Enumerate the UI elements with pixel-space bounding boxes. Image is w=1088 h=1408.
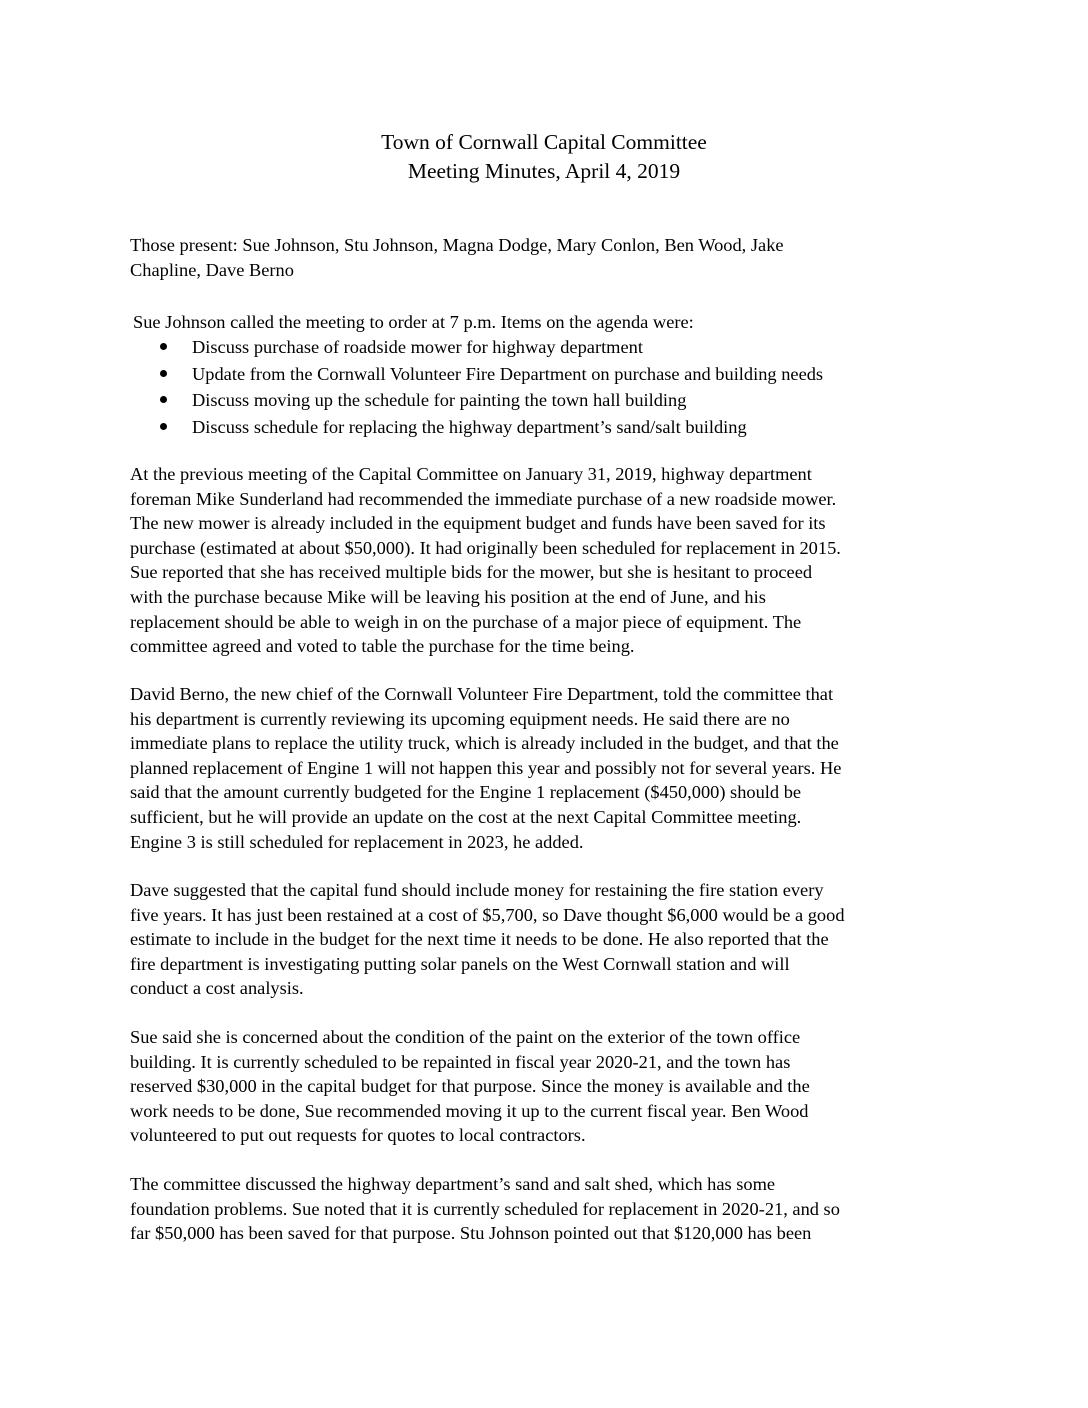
text-line: five years. It has just been restained at a cost of $5,700, so Dave thought $6,000 would be a good	[130, 904, 845, 925]
text-line: committee agreed and voted to table the purchase for the time being.	[130, 636, 635, 657]
text-line: At the previous meeting of the Capital Committee on January 31, 2019, highway department	[130, 464, 812, 484]
agenda-item-text: Update from the Cornwall Volunteer Fire Department on purchase and building needs	[192, 363, 824, 384]
text-line: reserved $30,000 in the capital budget for that purpose. Since the money is available and the	[130, 1076, 810, 1097]
document-title	[0, 128, 1088, 186]
bullet-icon	[160, 343, 167, 350]
bullet-icon	[160, 396, 167, 403]
paragraph-fire-station	[130, 878, 990, 1001]
paragraph-salt-shed	[130, 1172, 990, 1246]
text-line: planned replacement of Engine 1 will not happen this year and possibly not for several years. He	[130, 757, 842, 778]
text-line: foundation problems. Sue noted that it is currently scheduled for replacement in 2020-21, and so	[130, 1198, 840, 1219]
agenda-item-text: Discuss purchase of roadside mower for highway department	[192, 337, 643, 357]
text-line: his department is currently reviewing its upcoming equipment needs. He said there are no	[130, 708, 790, 729]
agenda-item	[160, 414, 823, 441]
paragraph-mower	[130, 462, 990, 659]
text-line: Sue reported that she has received multiple bids for the mower, but she is hesitant to proceed	[130, 562, 813, 583]
text-line: replacement should be able to weigh in on the purchase of a major piece of equipment. The	[130, 611, 802, 632]
agenda-list	[160, 334, 823, 440]
text-line: immediate plans to replace the utility truck, which is already included in the budget, and that the	[130, 733, 839, 754]
text-line: said that the amount currently budgeted for the Engine 1 replacement ($450,000) should be	[130, 782, 802, 803]
text-line: Dave suggested that the capital fund should include money for restaining the fire station every	[130, 880, 824, 900]
bullet-icon	[160, 423, 167, 430]
paragraph-town-office	[130, 1025, 990, 1148]
text-line: estimate to include in the budget for the next time it needs to be done. He also reported that the	[130, 929, 829, 950]
text-line: volunteered to put out requests for quotes to local contractors.	[130, 1125, 586, 1146]
text-line: far $50,000 has been saved for that purpose. Stu Johnson pointed out that $120,000 has been	[130, 1223, 812, 1244]
text-line: Sue said she is concerned about the condition of the paint on the exterior of the town office	[130, 1027, 801, 1047]
text-line: Chapline, Dave Berno	[130, 259, 294, 280]
text-line: sufficient, but he will provide an update on the cost at the next Capital Committee meeting.	[130, 806, 802, 827]
agenda-item-text: Discuss schedule for replacing the highway department’s sand/salt building	[192, 416, 747, 437]
agenda-item	[160, 361, 823, 388]
text-line: with the purchase because Mike will be leaving his position at the end of June, and his	[130, 586, 766, 607]
title-line-1: Town of Cornwall Capital Committee	[381, 130, 707, 154]
text-line: David Berno, the new chief of the Cornwall Volunteer Fire Department, told the committee that	[130, 684, 834, 704]
text-line: fire department is investigating putting solar panels on the West Cornwall station and will	[130, 953, 790, 974]
agenda-item-text: Discuss moving up the schedule for painting the town hall building	[192, 390, 687, 410]
title-line-2: Meeting Minutes, April 4, 2019	[407, 159, 681, 183]
bullet-icon	[160, 370, 167, 377]
agenda-item	[160, 387, 823, 414]
text-line: conduct a cost analysis.	[130, 978, 304, 999]
paragraph-fire-department	[130, 682, 990, 854]
text-line: purchase (estimated at about $50,000). It had originally been scheduled for replacement in 2015.	[130, 537, 841, 558]
text-line: The committee discussed the highway department’s sand and salt shed, which has some	[130, 1174, 776, 1194]
agenda-intro: Sue Johnson called the meeting to order at 7 p.m. Items on the agenda were:	[133, 312, 694, 332]
text-line: work needs to be done, Sue recommended moving it up to the current fiscal year. Ben Wood	[130, 1100, 809, 1121]
attendees-paragraph	[130, 233, 990, 282]
text-line: Engine 3 is still scheduled for replacement in 2023, he added.	[130, 831, 584, 852]
text-line: The new mower is already included in the equipment budget and funds have been saved for its	[130, 513, 826, 534]
text-line: foreman Mike Sunderland had recommended the immediate purchase of a new roadside mower.	[130, 488, 837, 509]
text-line: Those present: Sue Johnson, Stu Johnson, Magna Dodge, Mary Conlon, Ben Wood, Jake	[130, 235, 784, 255]
agenda-item	[160, 334, 823, 361]
text-line: building. It is currently scheduled to be repainted in fiscal year 2020-21, and the town has	[130, 1051, 791, 1072]
